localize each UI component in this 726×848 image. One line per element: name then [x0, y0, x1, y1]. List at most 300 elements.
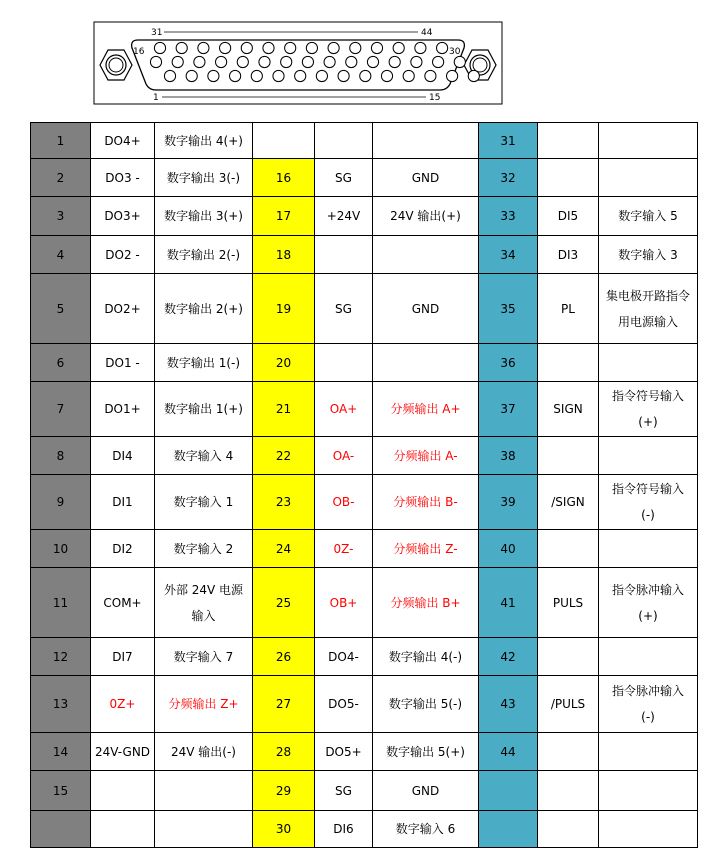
cell-text: 39 [500, 495, 516, 509]
table-row [31, 771, 698, 811]
cell-text: 33 [500, 209, 516, 223]
table-cell [31, 771, 91, 811]
table-cell [253, 382, 315, 437]
cell-text: 数字输入 7 [173, 649, 234, 664]
table-cell [599, 437, 698, 475]
pin-label-30: 30 [449, 47, 461, 57]
table-cell [599, 236, 698, 274]
cell-line: 指令脉冲输入 [611, 684, 684, 698]
cell-text: 24 [275, 541, 292, 556]
cell-text: OB- [332, 495, 355, 509]
table-cell [91, 475, 155, 530]
cell-text: DO5+ [325, 744, 362, 759]
cell-line: 输入 [191, 608, 216, 623]
cell-text: 36 [500, 355, 516, 370]
table-row [31, 344, 698, 382]
cell-text: 0Z- [333, 541, 354, 556]
connector-pin-hole [230, 70, 241, 81]
table-cell [91, 236, 155, 274]
cell-text: 43 [500, 697, 516, 711]
table-cell [315, 475, 373, 530]
table-cell [315, 733, 373, 771]
cell-text: 数字输入 5 [618, 209, 678, 223]
table-cell [599, 530, 698, 568]
cell-text: 数字输出 2(-) [166, 247, 241, 262]
table-cell [315, 159, 373, 197]
connector-pin-hole [237, 56, 248, 67]
table-row [31, 638, 698, 676]
connector-pin-hole [415, 42, 426, 53]
cell-text: 数字输出 3(-) [166, 170, 241, 185]
table-row [31, 475, 698, 530]
table-cell [31, 811, 91, 848]
table-cell [31, 568, 91, 638]
cell-text: GND [411, 301, 440, 316]
cell-text: 24V 输出(-) [171, 744, 236, 759]
table-cell [479, 676, 538, 733]
table-cell [155, 437, 253, 475]
table-cell [253, 811, 315, 848]
cell-text: 10 [52, 541, 69, 556]
cell-text: 29 [275, 783, 292, 798]
table-cell [538, 638, 599, 676]
table-cell [599, 475, 698, 530]
table-cell [253, 159, 315, 197]
cell-text: 数字输入 4 [173, 448, 234, 463]
connector-pin-hole [263, 42, 274, 53]
table-cell [253, 733, 315, 771]
table-cell [91, 344, 155, 382]
table-cell [479, 733, 538, 771]
cell-line: 集电极开路指令 [605, 288, 690, 303]
table-cell [373, 344, 479, 382]
cell-text: 15 [52, 783, 69, 798]
table-cell [538, 197, 599, 236]
connector-pin-hole [150, 56, 161, 67]
table-cell [253, 568, 315, 638]
cell-text: 数字输出 4(-) [388, 649, 463, 664]
table-cell [155, 811, 253, 848]
table-cell [599, 123, 698, 159]
table-cell [373, 437, 479, 475]
connector-pin-hole [176, 42, 187, 53]
table-cell [373, 274, 479, 344]
table-cell [479, 437, 538, 475]
cell-text: 20 [275, 355, 292, 370]
table-cell [155, 344, 253, 382]
cell-line: 指令脉冲输入 [611, 582, 684, 597]
table-cell [538, 733, 599, 771]
table-cell [31, 159, 91, 197]
table-cell [315, 437, 373, 475]
connector-pin-hole [411, 56, 422, 67]
cell-text: SG [335, 783, 352, 798]
table-cell [155, 274, 253, 344]
cell-text: DO5- [328, 697, 359, 711]
table-cell [31, 437, 91, 475]
table-cell [315, 274, 373, 344]
cell-text: 18 [275, 247, 292, 262]
connector-pin-hole [425, 70, 436, 81]
connector-pin-hole [468, 70, 479, 81]
table-cell [479, 159, 538, 197]
table-row [31, 437, 698, 475]
cell-text: 24V 输出(+) [390, 209, 461, 223]
pin-label-1: 1 [153, 93, 159, 103]
table-cell [373, 530, 479, 568]
table-cell [31, 236, 91, 274]
cell-text: DO3+ [104, 209, 141, 223]
table-row [31, 197, 698, 236]
table-cell [155, 475, 253, 530]
table-cell [253, 437, 315, 475]
cell-text: DI3 [557, 247, 579, 262]
table-cell [91, 197, 155, 236]
table-cell [31, 530, 91, 568]
table-cell [599, 771, 698, 811]
table-cell [479, 274, 538, 344]
table-cell [31, 676, 91, 733]
cell-text: 37 [500, 402, 516, 416]
cell-text: DO1 - [105, 355, 140, 370]
connector-pin-hole [273, 70, 284, 81]
table-cell [253, 676, 315, 733]
table-cell [373, 676, 479, 733]
table-cell [538, 382, 599, 437]
cell-text: 6 [56, 355, 65, 370]
connector-pin-hole [164, 70, 175, 81]
table-cell [91, 274, 155, 344]
cell-text: 16 [275, 170, 292, 185]
cell-text: DO1+ [104, 402, 141, 416]
cell-text: DO2+ [104, 301, 141, 316]
cell-text: 12 [52, 649, 69, 664]
connector-pin-hole [350, 42, 361, 53]
cell-text: 数字输出 2(+) [164, 301, 243, 316]
table-cell [253, 771, 315, 811]
table-cell [315, 197, 373, 236]
connector-pin-hole [367, 56, 378, 67]
connector-pin-hole [186, 70, 197, 81]
cell-text: 数字输出 5(+) [386, 744, 465, 759]
connector-pin-hole [251, 70, 262, 81]
cell-text: 分频输出 A- [393, 448, 458, 463]
table-cell [373, 475, 479, 530]
table-row [31, 530, 698, 568]
table-cell [538, 236, 599, 274]
table-cell [373, 197, 479, 236]
table-cell [91, 568, 155, 638]
table-cell [155, 236, 253, 274]
cell-text: 2 [56, 170, 65, 185]
table-cell [599, 197, 698, 236]
table-cell [315, 382, 373, 437]
table-row [31, 123, 698, 159]
pin-label-16: 16 [133, 47, 145, 57]
table-cell [91, 811, 155, 848]
table-cell [315, 568, 373, 638]
table-cell [538, 344, 599, 382]
table-cell [538, 123, 599, 159]
cell-text: DO2 - [105, 247, 140, 262]
db44-connector-diagram [0, 0, 726, 120]
cell-text: DI4 [112, 448, 133, 463]
cell-text: 42 [500, 649, 516, 664]
connector-pin-hole [403, 70, 414, 81]
cell-text: DI2 [112, 541, 133, 556]
cell-text: 38 [500, 448, 516, 463]
table-cell [253, 197, 315, 236]
cell-text: 1 [56, 133, 65, 148]
cell-text: DI6 [333, 822, 354, 836]
table-cell [91, 159, 155, 197]
cell-line: 用电源输入 [617, 314, 678, 329]
pin-assignment-table [30, 122, 698, 848]
table-cell [479, 475, 538, 530]
cell-text: DI7 [112, 649, 133, 664]
table-cell [155, 159, 253, 197]
cell-text: PULS [552, 595, 584, 610]
connector-pin-hole [316, 70, 327, 81]
cell-text: 数字输出 1(-) [166, 355, 241, 370]
connector-pin-hole [154, 42, 165, 53]
table-cell [599, 274, 698, 344]
cell-text: 5 [56, 301, 65, 316]
table-cell [538, 475, 599, 530]
right-screw-inner [473, 58, 487, 72]
table-cell [253, 475, 315, 530]
cell-text: GND [411, 170, 440, 185]
cell-text: COM+ [103, 595, 142, 610]
cell-text: 14 [52, 744, 69, 759]
connector-pin-hole [393, 42, 404, 53]
cell-text: 11 [52, 595, 69, 610]
cell-line: 指令符号输入 [611, 482, 684, 496]
cell-text: 数字输出 4(+) [164, 133, 243, 148]
table-cell [155, 638, 253, 676]
cell-text: PL [561, 301, 575, 316]
table-cell [31, 382, 91, 437]
cell-text: 26 [275, 649, 292, 664]
table-cell [315, 638, 373, 676]
table-row [31, 159, 698, 197]
table-cell [315, 236, 373, 274]
table-cell [538, 530, 599, 568]
table-cell [253, 123, 315, 159]
cell-text: 34 [500, 247, 516, 262]
table-cell [155, 197, 253, 236]
connector-pin-hole [172, 56, 183, 67]
table-cell [315, 530, 373, 568]
cell-text: 7 [56, 402, 65, 416]
cell-text: 0Z+ [109, 697, 136, 711]
connector-pin-hole [381, 70, 392, 81]
cell-text: GND [411, 783, 440, 798]
cell-text: DO4+ [104, 133, 141, 148]
left-screw-inner [109, 58, 123, 72]
connector-pin-hole [433, 56, 444, 67]
table-cell [253, 236, 315, 274]
cell-text: OA+ [329, 402, 358, 416]
table-cell [373, 382, 479, 437]
cell-text: 分频输出 A+ [390, 402, 461, 416]
cell-text: 数字输入 6 [395, 822, 456, 836]
connector-pin-hole [259, 56, 270, 67]
table-cell [253, 274, 315, 344]
table-cell [155, 733, 253, 771]
table-cell [599, 159, 698, 197]
table-cell [538, 811, 599, 848]
table-cell [479, 197, 538, 236]
table-cell [599, 733, 698, 771]
connector-pin-hole [346, 56, 357, 67]
connector-pin-hole [454, 56, 465, 67]
connector-pin-hole [194, 56, 205, 67]
connector-pin-hole [324, 56, 335, 67]
connector-pin-hole [241, 42, 252, 53]
table-row [31, 568, 698, 638]
cell-text: 41 [500, 595, 516, 610]
cell-line: 外部 24V 电源 [163, 582, 244, 597]
table-cell [479, 568, 538, 638]
table-cell [31, 733, 91, 771]
cell-text: 分频输出 B- [393, 495, 458, 509]
pin-label-15: 15 [429, 93, 441, 103]
table-cell [599, 568, 698, 638]
cell-text: 13 [52, 697, 69, 711]
cell-text: 32 [500, 170, 516, 185]
table-cell [155, 382, 253, 437]
table-cell [373, 811, 479, 848]
table-cell [253, 344, 315, 382]
table-cell [479, 530, 538, 568]
cell-text: DI5 [557, 209, 579, 223]
connector-pin-hole [371, 42, 382, 53]
table-cell [373, 159, 479, 197]
table-cell [373, 638, 479, 676]
table-cell [479, 811, 538, 848]
cell-text: 22 [275, 448, 292, 463]
table-cell [155, 530, 253, 568]
table-row [31, 274, 698, 344]
connector-pin-hole [338, 70, 349, 81]
table-cell [373, 733, 479, 771]
table-cell [373, 123, 479, 159]
cell-text: 23 [275, 495, 292, 509]
connector-pin-hole [216, 56, 227, 67]
cell-text: 40 [500, 541, 516, 556]
cell-text: 分频输出 B+ [390, 595, 461, 610]
table-cell [91, 123, 155, 159]
table-cell [315, 771, 373, 811]
cell-line: (-) [641, 508, 655, 522]
table-cell [479, 638, 538, 676]
table-cell [31, 475, 91, 530]
cell-text: /SIGN [551, 495, 585, 509]
cell-text: 数字输入 2 [173, 541, 234, 556]
cell-text: 24V-GND [94, 744, 151, 759]
cell-text: 数字输出 5(-) [388, 697, 463, 711]
connector-pin-hole [302, 56, 313, 67]
connector-pin-hole [437, 42, 448, 53]
table-row [31, 236, 698, 274]
pin-label-31: 31 [151, 28, 163, 38]
cell-text: OA- [332, 448, 355, 463]
table-cell [599, 676, 698, 733]
cell-text: 4 [56, 247, 65, 262]
connector-pin-hole [447, 70, 458, 81]
table-cell [479, 344, 538, 382]
connector-pin-hole [220, 42, 231, 53]
table-cell [91, 437, 155, 475]
cell-text: OB+ [329, 595, 358, 610]
table-cell [538, 437, 599, 475]
table-cell [315, 123, 373, 159]
pin-label-44: 44 [421, 28, 433, 38]
table-cell [155, 568, 253, 638]
table-cell [155, 676, 253, 733]
table-cell [91, 530, 155, 568]
cell-text: 25 [275, 595, 292, 610]
cell-text: SG [335, 170, 352, 185]
cell-text: 3 [56, 209, 65, 223]
connector-pin-hole [328, 42, 339, 53]
table-cell [599, 344, 698, 382]
cell-text: /PULS [550, 697, 586, 711]
connector-pin-hole [208, 70, 219, 81]
table-cell [479, 382, 538, 437]
cell-text: 8 [56, 448, 65, 463]
table-cell [538, 676, 599, 733]
cell-text: 35 [500, 301, 516, 316]
table-cell [538, 771, 599, 811]
table-cell [315, 811, 373, 848]
cell-text: SG [335, 301, 352, 316]
cell-text: 数字输入 3 [618, 247, 678, 262]
cell-text: 27 [275, 697, 292, 711]
table-cell [479, 236, 538, 274]
cell-text: 数字输出 3(+) [164, 209, 243, 223]
cell-text: 21 [275, 402, 292, 416]
cell-line: (+) [638, 415, 658, 429]
table-cell [479, 771, 538, 811]
table-row [31, 676, 698, 733]
table-cell [155, 123, 253, 159]
connector-pin-hole [198, 42, 209, 53]
table-cell [91, 382, 155, 437]
cell-text: 31 [500, 133, 516, 148]
cell-text: 分频输出 Z+ [168, 697, 239, 711]
connector-pin-hole [306, 42, 317, 53]
table-cell [91, 733, 155, 771]
table-cell [373, 568, 479, 638]
cell-text: 28 [275, 744, 292, 759]
table-cell [91, 676, 155, 733]
table-row [31, 733, 698, 771]
cell-text: DO3 - [105, 170, 140, 185]
cell-text: 9 [56, 495, 65, 509]
table-cell [315, 676, 373, 733]
cell-text: 数字输入 1 [173, 495, 234, 509]
cell-text: 17 [275, 209, 292, 223]
table-cell [31, 274, 91, 344]
connector-pin-hole [281, 56, 292, 67]
table-cell [91, 771, 155, 811]
connector-pin-hole [295, 70, 306, 81]
table-cell [538, 274, 599, 344]
table-cell [538, 568, 599, 638]
cell-text: DO4- [328, 649, 359, 664]
